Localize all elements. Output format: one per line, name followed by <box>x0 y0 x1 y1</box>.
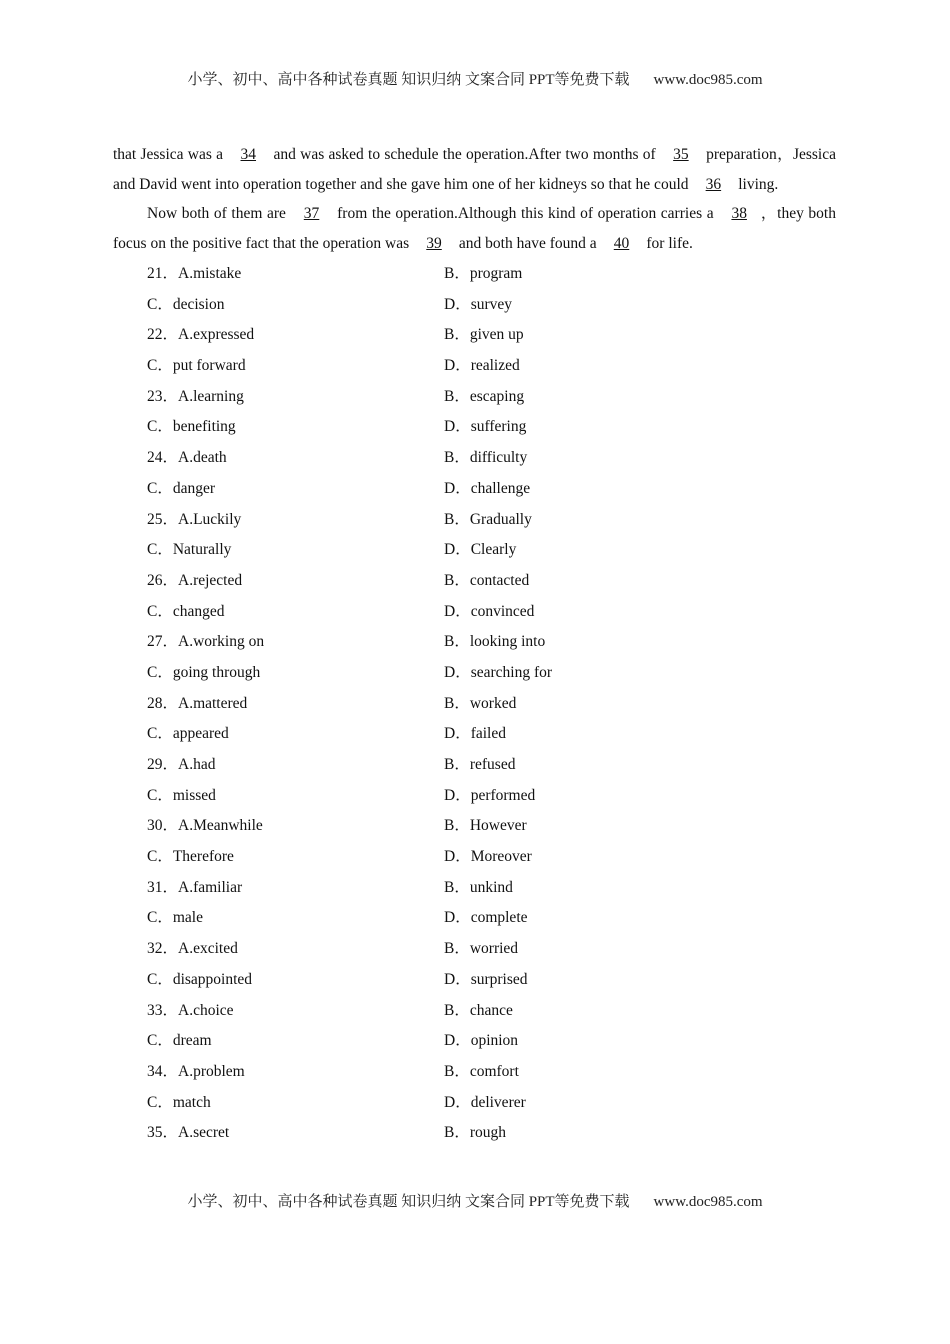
option-left: 29．A.had <box>147 756 216 773</box>
option-right: D．Moreover <box>444 848 532 866</box>
blank-40: 40 <box>613 234 630 252</box>
option-row <box>113 505 836 536</box>
option-right: D．opinion <box>444 1032 519 1050</box>
option-right: D．Clearly <box>444 541 517 559</box>
option-left: C．Therefore <box>147 848 234 866</box>
option-row <box>113 566 836 597</box>
header-url[interactable]: www.doc985.com <box>653 72 763 88</box>
option-left: 28．A.mattered <box>147 694 248 712</box>
passage-text: Now both of them are <box>147 205 291 222</box>
option-right: B．difficulty <box>444 449 528 467</box>
option-left: 33．A.choice <box>147 1001 234 1019</box>
option-left: C．appeared <box>147 725 229 743</box>
option-left: C．Naturally <box>147 541 232 559</box>
option-left: C．benefiting <box>147 418 236 436</box>
option-row <box>113 290 836 321</box>
option-right: B．looking into <box>444 633 546 651</box>
option-right: D．challenge <box>444 479 531 497</box>
option-row <box>113 781 836 812</box>
header-text: 小学、初中、高中各种试卷真题 知识归纳 文案合同 PPT等免费下载 <box>187 72 630 88</box>
option-left: C．decision <box>147 295 225 313</box>
option-right: D．searching for <box>444 663 553 681</box>
option-right: B．worked <box>444 694 517 712</box>
option-row <box>113 474 836 505</box>
option-row <box>113 996 836 1027</box>
option-left: C．going through <box>147 663 261 681</box>
option-right: B．worried <box>444 940 519 958</box>
option-row <box>113 658 836 689</box>
blank-38: 38 <box>731 205 747 222</box>
option-right: B．contacted <box>444 571 530 589</box>
option-left: 34．A.problem <box>147 1062 245 1080</box>
option-right: D．surprised <box>444 970 528 988</box>
option-row <box>113 1026 836 1057</box>
blank-37: 37 <box>303 205 320 222</box>
option-left: C．male <box>147 909 203 927</box>
option-right: B．comfort <box>444 1062 519 1080</box>
page-footer <box>0 1190 950 1211</box>
option-row <box>113 382 836 413</box>
option-row <box>113 811 836 842</box>
option-row <box>113 965 836 996</box>
option-row <box>113 320 836 351</box>
passage-text: from the operation.Although this kind of operation carries a <box>332 205 719 222</box>
option-row <box>113 627 836 658</box>
blank-36: 36 <box>705 175 722 193</box>
passage-text: that Jessica was a <box>113 146 228 163</box>
footer-url[interactable]: www.doc985.com <box>653 1194 763 1210</box>
footer-text: 小学、初中、高中各种试卷真题 知识归纳 文案合同 PPT等免费下载 <box>187 1194 630 1210</box>
option-right: B．chance <box>444 1001 513 1019</box>
option-left: 22．A.expressed <box>147 326 255 344</box>
option-left: C．missed <box>147 786 216 804</box>
passage-paragraph-1 <box>113 140 836 199</box>
option-row <box>113 934 836 965</box>
option-left: C．disappointed <box>147 970 253 988</box>
blank-35: 35 <box>673 146 689 163</box>
option-left: 31．A.familiar <box>147 878 243 896</box>
option-left: 23．A.learning <box>147 387 244 405</box>
option-left: 35．A.secret <box>147 1124 230 1142</box>
passage-text: living. <box>734 175 779 193</box>
option-left: C．put forward <box>147 357 246 375</box>
option-right: D．suffering <box>444 418 527 436</box>
option-right: D．failed <box>444 725 506 743</box>
page-header <box>0 68 950 89</box>
blank-34: 34 <box>240 146 257 163</box>
option-row <box>113 443 836 474</box>
option-right: B．refused <box>444 756 516 773</box>
option-left: 25．A.Luckily <box>147 510 242 528</box>
option-left: 30．A.Meanwhile <box>147 817 263 835</box>
option-row <box>113 597 836 628</box>
option-right: B．escaping <box>444 387 525 405</box>
passage-paragraph-2 <box>113 199 836 258</box>
option-row <box>113 351 836 382</box>
option-left: C．match <box>147 1093 211 1111</box>
option-right: B．However <box>444 817 527 835</box>
passage-text: ，they both focus on the positive fact that the operation was <box>113 205 836 252</box>
option-row <box>113 259 836 290</box>
option-row <box>113 1088 836 1119</box>
option-right: D．convinced <box>444 602 535 620</box>
option-left: C．changed <box>147 602 225 620</box>
option-right: D．performed <box>444 786 536 804</box>
passage-text: and was asked to schedule the operation.After two months of <box>269 146 660 163</box>
answer-options <box>113 259 836 1149</box>
option-right: B．given up <box>444 326 524 344</box>
option-left: 24．A.death <box>147 449 227 467</box>
option-row <box>113 873 836 904</box>
option-left: 21．A.mistake <box>147 265 242 282</box>
option-row <box>113 535 836 566</box>
option-row <box>113 903 836 934</box>
option-row <box>113 1118 836 1149</box>
passage-text: and both have found a <box>455 234 601 252</box>
passage-text: preparation，Jessica and David went into operation together and she gave him one of her kidneys so that he could <box>113 146 836 193</box>
option-right: D．deliverer <box>444 1093 526 1111</box>
option-left: 32．A.excited <box>147 940 238 958</box>
blank-39: 39 <box>426 234 442 252</box>
option-row <box>113 750 836 781</box>
option-row <box>113 1057 836 1088</box>
option-row <box>113 689 836 720</box>
option-right: B．Gradually <box>444 510 532 528</box>
option-left: 27．A.working on <box>147 633 265 651</box>
option-left: C．dream <box>147 1032 212 1050</box>
option-right: D．complete <box>444 909 528 927</box>
passage-text: for life. <box>642 234 693 252</box>
exam-content <box>113 140 836 1149</box>
option-right: D．survey <box>444 295 513 313</box>
option-right: B．unkind <box>444 878 513 896</box>
option-row <box>113 842 836 873</box>
option-right: B．program <box>444 265 523 282</box>
option-row <box>113 719 836 750</box>
option-left: C．danger <box>147 479 216 497</box>
option-left: 26．A.rejected <box>147 571 243 589</box>
option-row <box>113 412 836 443</box>
option-right: D．realized <box>444 357 520 375</box>
option-right: B．rough <box>444 1124 507 1142</box>
